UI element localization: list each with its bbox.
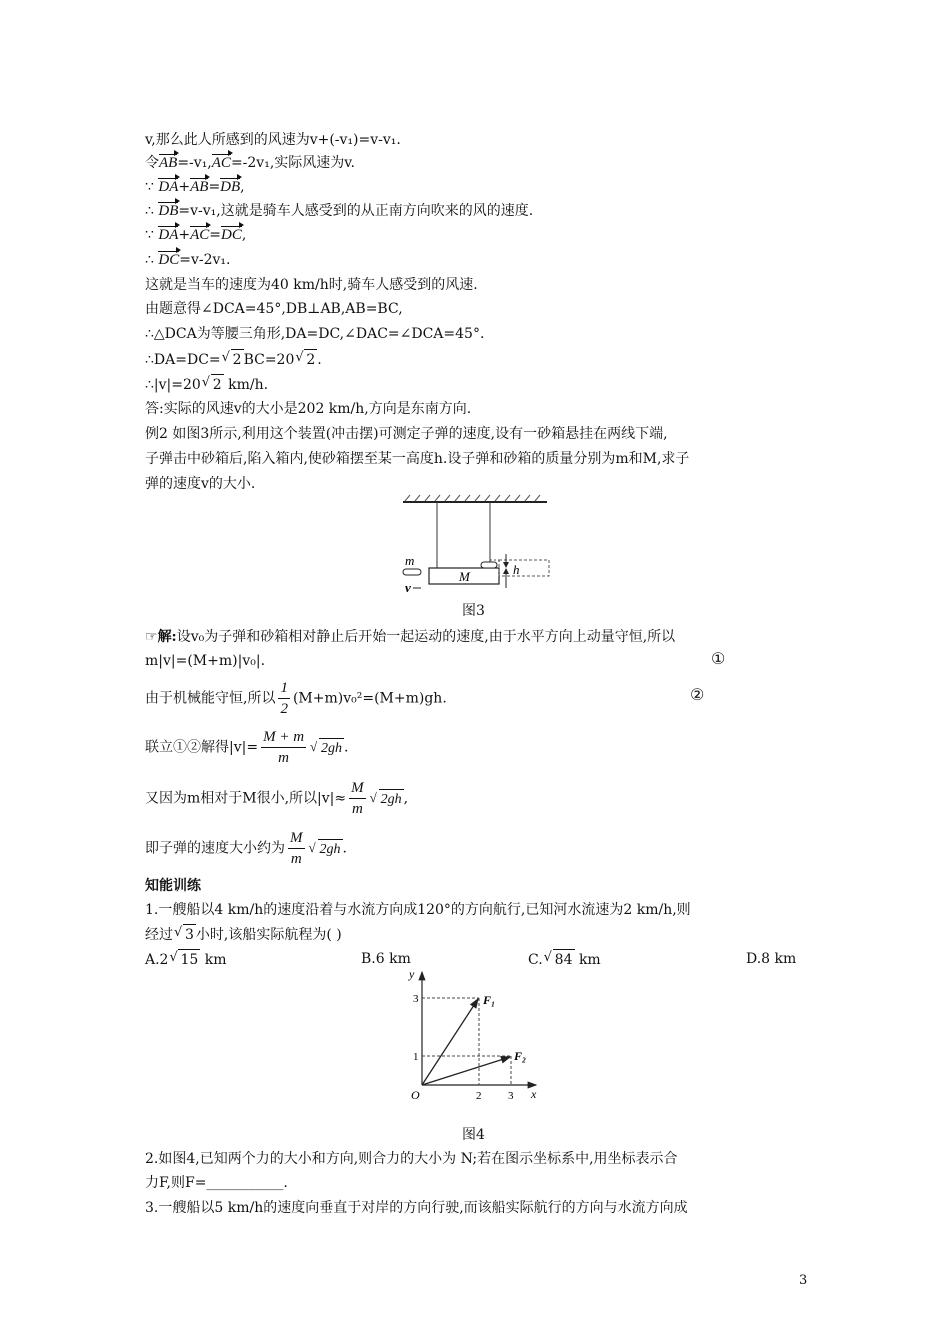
equation-mark: ② xyxy=(690,685,705,704)
vector-da: DA xyxy=(158,179,179,195)
text: = xyxy=(209,227,222,243)
sqrt: √ 2gh xyxy=(318,839,343,860)
text-line xyxy=(145,924,342,945)
m-label: m xyxy=(405,553,415,568)
text: =v-2v₁. xyxy=(179,252,231,268)
sqrt: √ 15 xyxy=(178,949,200,970)
text-line: 子弹击中砂箱后,陷入箱内,使砂箱摆至某一高度h.设子弹和砂箱的质量分别为m和M,求子 xyxy=(145,451,690,467)
origin-label: O xyxy=(411,1088,420,1102)
sqrt: √ 3 xyxy=(183,924,196,945)
vector-ac: AC xyxy=(211,155,231,171)
text-line: 2.如图4,已知两个力的大小和方向,则合力的大小为 N;若在图示坐标系中,用坐标表示合 xyxy=(145,1151,678,1167)
text: ∵ xyxy=(145,227,154,243)
text: (M+m)v₀²=(M+m)gh. xyxy=(292,690,447,707)
text: ∴ xyxy=(145,203,154,219)
vector-ab: AB xyxy=(159,155,178,171)
numerator: 1 xyxy=(278,678,290,699)
denominator: m xyxy=(278,750,289,766)
figure-4-caption: 图4 xyxy=(462,1127,485,1143)
text-line xyxy=(145,153,355,173)
text: . xyxy=(342,840,347,857)
h-label: h xyxy=(513,562,520,577)
text: ∵ xyxy=(145,179,154,195)
text: =-v₁, xyxy=(177,155,212,171)
text-line xyxy=(145,778,408,819)
force-f1-arrow xyxy=(422,999,478,1085)
text-line: 力F,则F=___________. xyxy=(145,1175,288,1191)
figure-3-pendulum xyxy=(395,492,555,596)
vector-dc: DC xyxy=(221,227,242,243)
y-tick-3: 3 xyxy=(413,993,419,1005)
h-arrowhead xyxy=(503,568,509,574)
sqrt: √ 84 xyxy=(553,949,575,970)
v-label: v xyxy=(405,580,411,595)
h-arrowhead xyxy=(503,562,509,568)
text: ∴ xyxy=(145,252,154,268)
text-line xyxy=(145,374,268,395)
text-line xyxy=(145,678,447,719)
sqrt: √ 2 xyxy=(211,374,224,395)
hand-pointer-icon: ☞ xyxy=(145,629,158,645)
text-line xyxy=(145,828,347,869)
vector-da: DA xyxy=(158,227,179,243)
text: km xyxy=(574,952,601,968)
denominator: m xyxy=(290,851,302,867)
y-axis-label: y xyxy=(409,968,415,981)
text: , xyxy=(403,790,409,807)
text: A.2 xyxy=(145,952,169,968)
text: =-2v₁,实际风速为v. xyxy=(230,155,355,171)
sqrt: √ 2 xyxy=(304,349,317,370)
section-heading: 知能训练 xyxy=(145,878,201,894)
text-line: 由题意得∠DCA=45°,DB⊥AB,AB=BC, xyxy=(145,301,403,317)
text-line: 弹的速度v的大小. xyxy=(145,476,256,492)
option-b: B.6 km xyxy=(361,951,411,967)
option-a xyxy=(145,949,227,970)
vector-ab: AB xyxy=(190,179,209,195)
f1-label: F₁ xyxy=(483,993,496,1007)
bullet-in-box xyxy=(481,562,497,568)
force-f2-arrow xyxy=(422,1057,510,1085)
text-line xyxy=(145,349,322,370)
solution-label: 解: xyxy=(157,629,177,645)
sqrt: √ 2 xyxy=(231,349,244,370)
text: 联立①②解得|v|= xyxy=(145,739,259,756)
text-line xyxy=(145,177,245,197)
sqrt: √ 2gh xyxy=(319,738,344,759)
figure-4-force-diagram xyxy=(395,968,545,1108)
option-d: D.8 km xyxy=(746,951,797,967)
text-line: v,那么此人所感到的风速为v+(-v₁)=v-v₁. xyxy=(145,132,401,148)
text-line xyxy=(145,225,246,245)
text: , xyxy=(240,179,245,195)
text-line xyxy=(145,627,675,647)
vector-ac: AC xyxy=(190,227,210,243)
text: + xyxy=(178,227,191,243)
text: 又因为m相对于M很小,所以|v|≈ xyxy=(145,790,347,807)
fraction xyxy=(288,828,305,869)
text-line: m|v|=(M+m)|v₀|. xyxy=(145,653,266,669)
y-tick-1: 1 xyxy=(413,1051,419,1063)
denominator: 2 xyxy=(280,701,288,717)
text: 小时,该船实际航程为( ) xyxy=(195,927,342,943)
bullet xyxy=(403,569,421,575)
denominator: m xyxy=(351,801,363,817)
text: 设v₀为子弹和砂箱相对静止后开始一起运动的速度,由于水平方向上动量守恒,所以 xyxy=(176,629,676,645)
text: . xyxy=(317,352,322,368)
text-line xyxy=(145,201,533,221)
text: 即子弹的速度大小约为 xyxy=(145,840,285,857)
sqrt: √ 2gh xyxy=(379,789,404,810)
text: 由于机械能守恒,所以 xyxy=(145,690,276,707)
x-tick-2: 2 xyxy=(476,1090,482,1102)
M-label: M xyxy=(459,569,470,584)
x-axis-label: x xyxy=(531,1087,537,1101)
text: C. xyxy=(528,952,543,968)
fraction xyxy=(349,778,366,819)
text: 令 xyxy=(145,155,159,171)
figure-3-caption: 图3 xyxy=(462,603,485,619)
text-line: 3.一艘船以5 km/h的速度向垂直于对岸的方向行驶,而该船实际航行的方向与水流方向成 xyxy=(145,1200,688,1216)
text-line xyxy=(145,250,230,270)
text: + xyxy=(178,179,191,195)
text: =v-v₁,这就是骑车人感受到的从正南方向吹来的风的速度. xyxy=(178,203,534,219)
text-line xyxy=(145,727,348,768)
text-line: 例2 如图3所示,利用这个装置(冲击摆)可测定子弹的速度,设有一砂箱悬挂在两线下端, xyxy=(145,426,668,442)
equation-mark: ① xyxy=(711,649,726,668)
text: . xyxy=(344,739,349,756)
numerator: M xyxy=(288,828,305,849)
numerator: M xyxy=(349,778,366,799)
text: 经过 xyxy=(145,927,173,943)
text: km/h. xyxy=(223,377,269,393)
fraction xyxy=(261,727,306,768)
text: km xyxy=(200,952,227,968)
text: BC=20 xyxy=(243,352,295,368)
vector-dc: DC xyxy=(158,252,180,268)
text-line: 答:实际的风速v的大小是202 km/h,方向是东南方向. xyxy=(145,401,472,417)
text: ∴|v|=20 xyxy=(145,377,201,393)
ceiling-hatch xyxy=(405,495,540,501)
text: ∴DA=DC= xyxy=(145,352,221,368)
text-line: ∴△DCA为等腰三角形,DA=DC,∠DAC=∠DCA=45°. xyxy=(145,326,485,342)
vector-db: DB xyxy=(158,203,179,219)
vector-db: DB xyxy=(220,179,241,195)
text: = xyxy=(208,179,221,195)
x-tick-3: 3 xyxy=(508,1090,514,1102)
option-c xyxy=(528,949,601,970)
fraction xyxy=(278,678,290,719)
text-line: 1.一艘船以4 km/h的速度沿着与水流方向成120°的方向航行,已知河水流速为2 km/h,则 xyxy=(145,902,691,918)
numerator: M + m xyxy=(261,727,306,748)
text-line: 这就是当车的速度为40 km/h时,骑车人感受到的风速. xyxy=(145,277,478,293)
page-number: 3 xyxy=(799,1273,808,1288)
f2-label: F₂ xyxy=(514,1049,527,1063)
text: , xyxy=(241,227,247,243)
